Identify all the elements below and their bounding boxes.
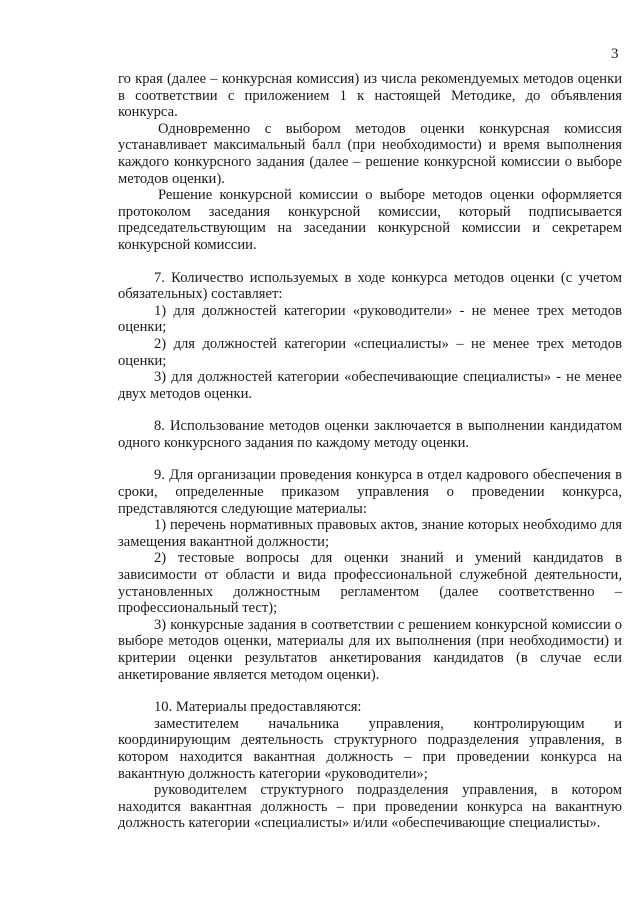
clause-7-item-2: 2) для должностей категории «специалисты» – не менее трех методов оценки;: [118, 335, 622, 369]
clause-10-item-2: руководителем структурного подразделения управления, в котором находится вакантная должность – при проведении конкурса на вакантную должность категории «специалисты» и/или «обеспечивающие специалисты».: [118, 782, 622, 832]
clause-9-item-3: 3) конкурсные задания в соответствии с решением конкурсной комиссии о выборе методов оценки, материалы для их выполнения (при необходимости) и критерии оценки результатов анкетирования кандидатов (в случае если анкетирование является методом оценки).: [118, 616, 622, 683]
clause-10-item-1: заместителем начальника управления, контролирующим и координирующим деятельность структурного подразделения управления, в котором находится вакантная должность – при проведении конкурса на вакантную должность категории «руководители»;: [118, 715, 622, 782]
clause-9-item-1: 1) перечень нормативных правовых актов, знание которых необходимо для замещения вакантной должности;: [118, 517, 622, 550]
clause-7: 7. Количество используемых в ходе конкурса методов оценки (с учетом обязательных) составляет:: [118, 269, 622, 303]
clause-8: 8. Использование методов оценки заключается в выполнении кандидатом одного конкурсного задания по каждому методу оценки.: [118, 418, 622, 451]
clause-7-item-3: 3) для должностей категории «обеспечивающие специалисты» - не менее двух методов оценки.: [118, 369, 622, 402]
clause-9: 9. Для организации проведения конкурса в отдел кадрового обеспечения в сроки, определенные приказом управления о проведении конкурса, представляются следующие материалы:: [118, 467, 622, 517]
paragraph-continuation: го края (далее – конкурсная комиссия) из числа рекомендуемых методов оценки в соответствии с приложением 1 к настоящей Методике, до объявления конкурса.: [118, 71, 622, 121]
page-number: 3: [611, 46, 619, 62]
clause-7-item-1: 1) для должностей категории «руководители» - не менее трех методов оценки;: [118, 302, 622, 336]
clause-9-item-2: 2) тестовые вопросы для оценки знаний и умений кандидатов в зависимости от области и вида профессиональной служебной деятельности, установленных должностным регламентом (далее соответственно – профессиональный тест);: [118, 550, 622, 617]
paragraph-decision-protocol: Решение конкурсной комиссии о выборе методов оценки оформляется протоколом заседания конкурсной комиссии, который подписывается председательствующим на заседании конкурсной комиссии и секретарем конкурсной комиссии.: [118, 187, 622, 253]
clause-10: 10. Материалы предоставляются:: [154, 699, 362, 716]
paragraph-methods-selection: Одновременно с выбором методов оценки конкурсная комиссия устанавливает максимальный балл (при необходимости) и время выполнения каждого конкурсного задания (далее – решение конкурсной комиссии о выборе методов оценки).: [118, 120, 622, 187]
document-body: [118, 71, 622, 832]
